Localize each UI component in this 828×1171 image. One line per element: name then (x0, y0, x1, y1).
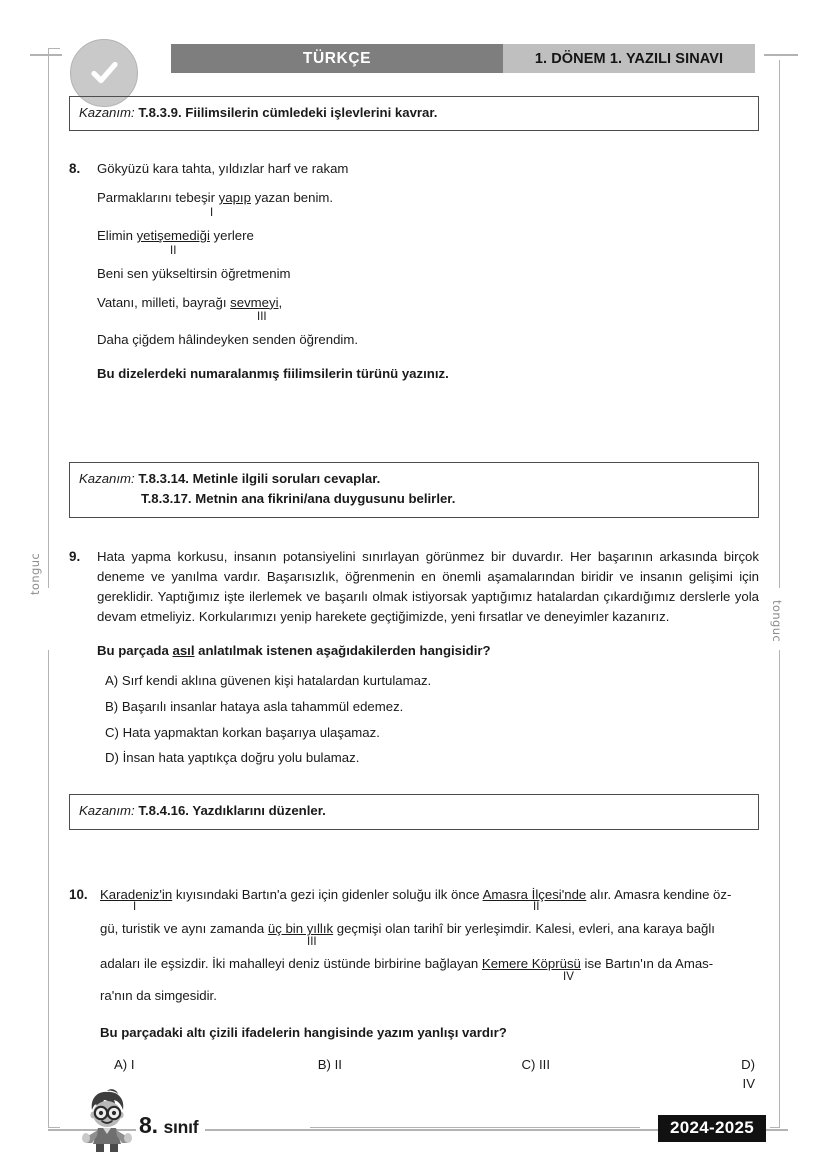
passage-underlined-4: Kemere Köprüsü (481, 956, 581, 972)
passage-line-2-start: gü, turistik ve aynı zamanda (100, 921, 268, 937)
question-9-prompt (97, 641, 759, 661)
option-c[interactable]: C) III (521, 1056, 551, 1072)
poem-line-2-underlined: yapıp (218, 190, 251, 206)
question-9-prompt-underlined: asıl (172, 643, 195, 659)
passage-roman-row-3 (100, 972, 759, 985)
page-footer (48, 1098, 788, 1168)
kazanim-box-1 (69, 96, 759, 131)
passage-line-3-wrap (100, 954, 759, 985)
roman-numeral-II: II (533, 901, 540, 914)
question-8-number: 8. (69, 161, 81, 177)
question-9-paragraph: Hata yapma korkusu, insanın potansiyelini sınırlayan görünmez bir duvardır. Her başarının arkasında birçok deneme ve yanılma vardır. Başarısızlık, öğrenmenin en önemli aşamalarından biridir ve insanın gelişimi için gereklidir. Yaptığımız işte ilerlemek ve başarılı olmak istiyorsak yaptığımız hatalardan çıkardığımız derslerle yola devam etmeliyiz. Korkularımızı yenip harekete geçtiğimizde, yeni fırsatlar ve deneyimler kazanırız. (97, 548, 759, 625)
roman-numeral-I: I (210, 207, 214, 220)
subject-band (171, 44, 503, 73)
frame-gap-left-mid (40, 588, 60, 650)
grade-number: 8. (139, 1112, 158, 1138)
kazanim-code-2: T.8.3.17. Metnin ana fikrini/ana duygusunu belirler. (141, 491, 456, 507)
question-9-number: 9. (69, 548, 81, 564)
question-10-body (69, 885, 759, 1095)
option-a[interactable]: A) Sırf kendi aklına güvenen kişi hatalardan kurtulamaz. (105, 672, 432, 688)
passage-line-2-end: geçmişi olan tarihî bir yerleşimdir. Kalesi, evleri, ana karaya bağlı (333, 921, 715, 937)
option-d[interactable]: D) IV (741, 1056, 756, 1092)
poem-line-5-after: , (278, 294, 283, 310)
kazanim-label: Kazanım: (79, 803, 135, 819)
poem-line-2 (97, 188, 759, 208)
roman-numeral-III: III (307, 936, 317, 949)
option-a[interactable]: A) I (114, 1056, 135, 1072)
question-8 (69, 159, 759, 384)
passage-line-3-start: adaları ile eşsizdir. İki mahalleyi deniz üstünde birbirine bağlayan (100, 956, 482, 972)
poem-line-3-after: yerlere (209, 228, 254, 244)
option-b[interactable]: B) Başarılı insanlar hataya asla tahammül edemez. (105, 698, 404, 714)
roman-numeral-II: II (170, 244, 177, 257)
question-10-options (100, 1055, 759, 1095)
grade-label (136, 1112, 205, 1139)
question-9 (69, 547, 759, 768)
poem-line-3 (97, 226, 759, 246)
poem-roman-row-1 (97, 208, 759, 221)
poem-line-1-text: Gökyüzü kara tahta, yıldızlar harf ve rakam (97, 161, 349, 177)
kazanim-code: T.8.3.9. Fiilimsilerin cümledeki işlevlerini kavrar. (138, 105, 438, 120)
question-10-number: 10. (69, 886, 88, 902)
kazanim-box-3 (69, 794, 759, 829)
option-c[interactable]: C) Hata yapmaktan korkan başarıya ulaşamaz. (105, 724, 380, 740)
question-10-prompt: Bu parçadaki altı çizili ifadelerin hangisinde yazım yanlışı vardır? (100, 1024, 507, 1040)
passage-line-4: ra'nın da simgesidir. (100, 988, 217, 1004)
poem-line-5-underlined: sevmeyi (230, 294, 279, 310)
poem-line-5-before: Vatanı, milleti, bayrağı (97, 294, 231, 310)
passage-line-2-wrap (100, 919, 759, 950)
passage-underlined-3: üç bin yıllık (267, 921, 334, 937)
kazanim-line (79, 103, 749, 123)
exam-title-band (503, 44, 755, 73)
grade-word: sınıf (163, 1117, 199, 1137)
question-8-prompt: Bu dizelerdeki numaralanmış fiilimsilerin türünü yazınız. (97, 366, 449, 382)
question-9-prompt-after: anlatılmak istenen aşağıdakilerden hangisidir? (194, 643, 491, 659)
poem-line-3-before: Elimin (97, 228, 137, 244)
exam-title-label: 1. DÖNEM 1. YAZILI SINAVI (534, 50, 724, 67)
poem-line-3-underlined: yetişemediği (136, 228, 210, 244)
question-9-prompt-before: Bu parçada (97, 643, 173, 659)
kazanim-code: T.8.3.14. Metinle ilgili soruları cevaplar. (138, 471, 381, 487)
poem-line-5 (97, 293, 759, 313)
roman-numeral-I: I (133, 901, 137, 914)
exam-header (48, 39, 788, 81)
question-10 (69, 885, 759, 1095)
passage-roman-row-1 (100, 902, 759, 915)
passage-line-3-end: ise Bartın'ın da Amas- (580, 956, 714, 972)
subject-label: TÜRKÇE (302, 49, 372, 67)
poem-line-4 (97, 264, 759, 284)
question-8-body (69, 159, 759, 384)
kazanim-label: Kazanım: (79, 105, 135, 120)
kazanim-line (79, 801, 749, 821)
passage-roman-row-2 (100, 937, 759, 950)
kazanim-line-second (79, 489, 749, 509)
question-9-body (69, 547, 759, 768)
option-d[interactable]: D) İnsan hata yaptıkça doğru yolu bulamaz. (105, 750, 360, 766)
student-mascot-icon (76, 1088, 138, 1154)
passage-line-1-end: alır. Amasra kendine öz- (586, 886, 732, 902)
passage-line-1-wrap (100, 885, 759, 916)
brand-watermark-left: tonguc (28, 552, 42, 595)
option-b[interactable]: B) II (317, 1056, 342, 1072)
poem-line-2-before: Parmaklarını tebeşir (97, 190, 219, 206)
roman-numeral-III: III (257, 311, 267, 324)
poem-line-2-after: yazan benim. (250, 190, 334, 206)
poem-line-1 (97, 159, 759, 179)
poem-line-6-text: Daha çiğdem hâlindeyken senden öğrendim. (97, 332, 358, 348)
worksheet-content (69, 96, 759, 1094)
poem-line-6 (97, 330, 759, 350)
kazanim-box-2 (69, 462, 759, 518)
passage-underlined-2: Amasra İlçesi'nde (482, 886, 587, 902)
kazanim-line (79, 469, 749, 489)
kazanim-label: Kazanım: (79, 471, 135, 487)
passage-underlined-1: Karadeniz'in (100, 886, 173, 902)
poem-roman-row-3 (97, 312, 759, 325)
poem-line-4-text: Beni sen yükseltirsin öğretmenim (97, 265, 291, 281)
poem-roman-row-2 (97, 246, 759, 259)
academic-year-badge: 2024-2025 (658, 1115, 766, 1142)
passage-line-1-mid: kıyısındaki Bartın'a gezi için gidenler soluğu ilk önce (172, 886, 483, 902)
brand-watermark-right: tonguc (770, 600, 784, 643)
roman-numeral-IV: IV (563, 971, 574, 984)
question-9-options (97, 671, 759, 768)
kazanim-code: T.8.4.16. Yazdıklarını düzenler. (138, 803, 326, 819)
